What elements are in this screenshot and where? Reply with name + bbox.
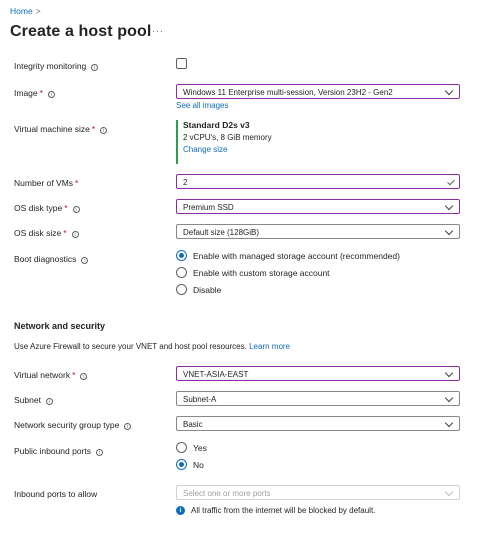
- integrity-monitoring-checkbox[interactable]: [176, 58, 187, 69]
- vm-size-spec: 2 vCPU's, 8 GiB memory: [183, 133, 272, 142]
- radio-button[interactable]: [176, 284, 187, 295]
- public-inbound-option-no[interactable]: [176, 459, 204, 470]
- more-options-button[interactable]: ···: [152, 26, 164, 36]
- page-title: Create a host pool: [10, 23, 152, 40]
- info-icon[interactable]: i: [73, 206, 80, 213]
- required-marker: *: [72, 370, 76, 380]
- chevron-down-icon: [445, 369, 453, 377]
- breadcrumb-home-link[interactable]: Home: [10, 6, 33, 16]
- image-select-value: Windows 11 Enterprise multi-session, Version 23H2 - Gen2: [183, 88, 393, 97]
- vm-size-label-text: Virtual machine size: [14, 124, 90, 134]
- radio-label: Enable with custom storage account: [193, 267, 330, 278]
- image-select[interactable]: [176, 84, 460, 99]
- info-icon[interactable]: i: [72, 231, 79, 238]
- public-inbound-label-text: Public inbound ports: [14, 446, 92, 456]
- integrity-monitoring-label: [14, 61, 98, 71]
- radio-button[interactable]: [176, 459, 187, 470]
- os-disk-type-value: Premium SSD: [183, 203, 234, 212]
- chevron-down-icon: [445, 227, 453, 235]
- required-marker: *: [91, 124, 96, 134]
- nsg-type-label: [14, 420, 131, 430]
- virtual-network-label: [14, 370, 87, 380]
- info-icon[interactable]: i: [80, 373, 87, 380]
- radio-button[interactable]: [176, 442, 187, 453]
- info-icon[interactable]: i: [124, 423, 131, 430]
- nsg-type-select[interactable]: [176, 416, 460, 431]
- see-all-images-link[interactable]: See all images: [176, 101, 229, 110]
- required-marker: *: [63, 228, 67, 238]
- radio-button[interactable]: [176, 250, 187, 261]
- vm-size-label: [14, 124, 107, 134]
- info-icon[interactable]: i: [91, 64, 98, 71]
- learn-more-link[interactable]: Learn more: [249, 342, 291, 351]
- image-label-text: Image: [14, 88, 38, 98]
- vm-size-summary: [176, 120, 272, 164]
- subnet-value: Subnet-A: [183, 395, 217, 404]
- os-disk-type-label-text: OS disk type: [14, 203, 63, 213]
- info-filled-icon: i: [176, 506, 185, 515]
- subnet-label-text: Subnet: [14, 395, 41, 405]
- os-disk-size-label: [14, 228, 79, 238]
- info-icon[interactable]: i: [48, 91, 55, 98]
- change-size-link[interactable]: Change size: [183, 145, 228, 154]
- nsg-type-label-text: Network security group type: [14, 420, 120, 430]
- boot-diagnostics-option-custom[interactable]: [176, 267, 330, 278]
- required-marker: *: [64, 203, 68, 213]
- network-description: [14, 342, 290, 351]
- virtual-network-value: VNET-ASIA-EAST: [183, 370, 249, 379]
- inbound-ports-note-text: All traffic from the internet will be blocked by default.: [191, 506, 376, 515]
- radio-label: No: [193, 459, 204, 470]
- os-disk-size-select[interactable]: [176, 224, 460, 239]
- info-icon[interactable]: i: [81, 257, 88, 264]
- public-inbound-label: [14, 446, 103, 456]
- num-vms-label-text: Number of VMs: [14, 178, 74, 188]
- inbound-ports-select: [176, 485, 460, 500]
- info-icon[interactable]: i: [46, 398, 53, 405]
- chevron-down-icon: [445, 419, 453, 427]
- nsg-type-value: Basic: [183, 420, 203, 429]
- image-label: [14, 88, 55, 98]
- os-disk-type-label: [14, 203, 80, 213]
- subnet-select[interactable]: [176, 391, 460, 406]
- info-icon[interactable]: i: [96, 449, 103, 456]
- vm-size-name: Standard D2s v3: [183, 120, 250, 130]
- radio-label: Enable with managed storage account (recommended): [193, 250, 400, 261]
- inbound-ports-label: Inbound ports to allow: [14, 489, 98, 499]
- radio-button[interactable]: [176, 267, 187, 278]
- virtual-network-label-text: Virtual network: [14, 370, 71, 380]
- os-disk-type-select[interactable]: [176, 199, 460, 214]
- radio-label: Yes: [193, 442, 207, 453]
- breadcrumb: [10, 6, 41, 16]
- num-vms-label: [14, 178, 78, 188]
- required-marker: *: [75, 178, 79, 188]
- os-disk-size-label-text: OS disk size: [14, 228, 62, 238]
- virtual-network-select[interactable]: [176, 366, 460, 381]
- network-section-title: Network and security: [14, 321, 106, 331]
- subnet-label: [14, 395, 53, 405]
- integrity-monitoring-label-text: Integrity monitoring: [14, 61, 87, 71]
- boot-diagnostics-label-text: Boot diagnostics: [14, 254, 77, 264]
- network-description-text: Use Azure Firewall to secure your VNET and host pool resources.: [14, 342, 247, 351]
- required-marker: *: [39, 88, 43, 98]
- chevron-down-icon: [445, 488, 453, 496]
- num-vms-input[interactable]: [176, 174, 460, 189]
- boot-diagnostics-label: [14, 254, 88, 264]
- boot-diagnostics-option-managed[interactable]: [176, 250, 400, 261]
- chevron-down-icon: [445, 202, 453, 210]
- num-vms-value: 2: [183, 178, 188, 187]
- chevron-down-icon: [445, 394, 453, 402]
- chevron-down-icon: [445, 87, 453, 95]
- public-inbound-option-yes[interactable]: [176, 442, 207, 453]
- inbound-ports-placeholder: Select one or more ports: [183, 489, 271, 498]
- info-icon[interactable]: i: [100, 127, 107, 134]
- radio-label: Disable: [193, 284, 222, 295]
- inbound-ports-note: [176, 506, 375, 515]
- checkmark-icon: [447, 178, 455, 186]
- boot-diagnostics-option-disable[interactable]: [176, 284, 221, 295]
- os-disk-size-value: Default size (128GiB): [183, 228, 260, 237]
- breadcrumb-separator: >: [35, 6, 41, 16]
